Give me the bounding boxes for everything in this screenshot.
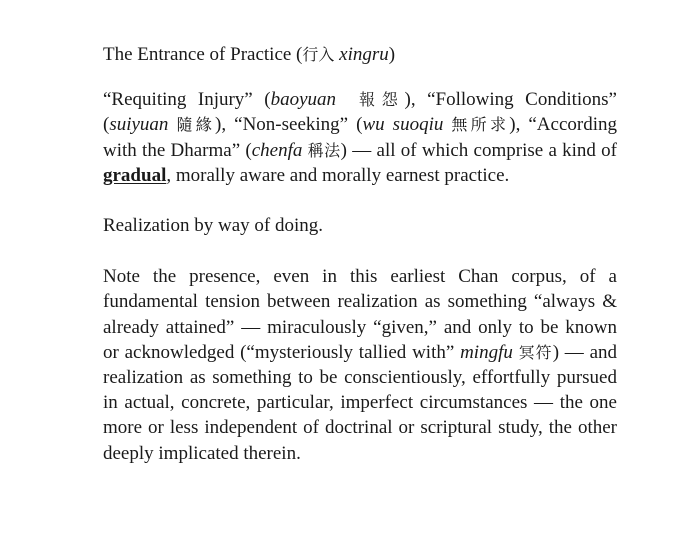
term-chenfa: chenfa: [251, 139, 303, 161]
heading-close: ): [388, 44, 396, 65]
heading-text: The Entrance of Practice (: [103, 44, 303, 65]
text-segment: ) — all of which comprise a kind of: [340, 139, 617, 161]
term-suiyuan: suiyuan: [109, 114, 169, 136]
realization-line: Realization by way of doing.: [103, 215, 324, 237]
text-segment: Note the presence, even in this earliest Chan corpus, of a fundamental tension between realization as something “always & already attained” — miraculously “given,” and only to be known or acknowledged (“mysteriously tallied with”: [103, 266, 617, 363]
cjk-mingfu: 冥符: [518, 342, 553, 362]
document-page: [103, 42, 617, 466]
section-heading: [103, 42, 617, 67]
term-baoyuan: baoyuan: [270, 89, 337, 111]
term-mingfu: mingfu: [460, 341, 513, 363]
note-paragraph: [103, 264, 617, 466]
heading-cjk: 行入: [302, 45, 335, 64]
emphasized-term: gradual: [103, 164, 167, 186]
text-segment: “Requiting Injury” (: [103, 89, 271, 111]
heading-term: xingru: [339, 44, 389, 65]
term-wu-suoqiu: wu suoqiu: [362, 114, 444, 136]
text-segment: ), “Following Conditions” (: [103, 89, 617, 136]
text-segment: , morally aware and morally earnest practice.: [166, 164, 510, 186]
text-segment: ), “Non-seeking” (: [215, 114, 363, 136]
cjk-baoyuan: 報怨: [359, 90, 405, 110]
cjk-wu-suoqiu: 無所求: [451, 115, 510, 135]
text-segment: ), “According with the Dharma” (: [103, 114, 617, 161]
text-segment: ) — and realization as something to be conscientiously, effortfully pursued in actual, concrete, particular, imperfect circumstances — the one more or less independent of doctrinal or scriptural study, the other deeply implicated therein.: [103, 341, 617, 464]
cjk-suiyuan: 隨緣: [176, 115, 216, 135]
practice-paragraph: [103, 87, 617, 188]
cjk-chenfa: 稱法: [307, 140, 341, 160]
